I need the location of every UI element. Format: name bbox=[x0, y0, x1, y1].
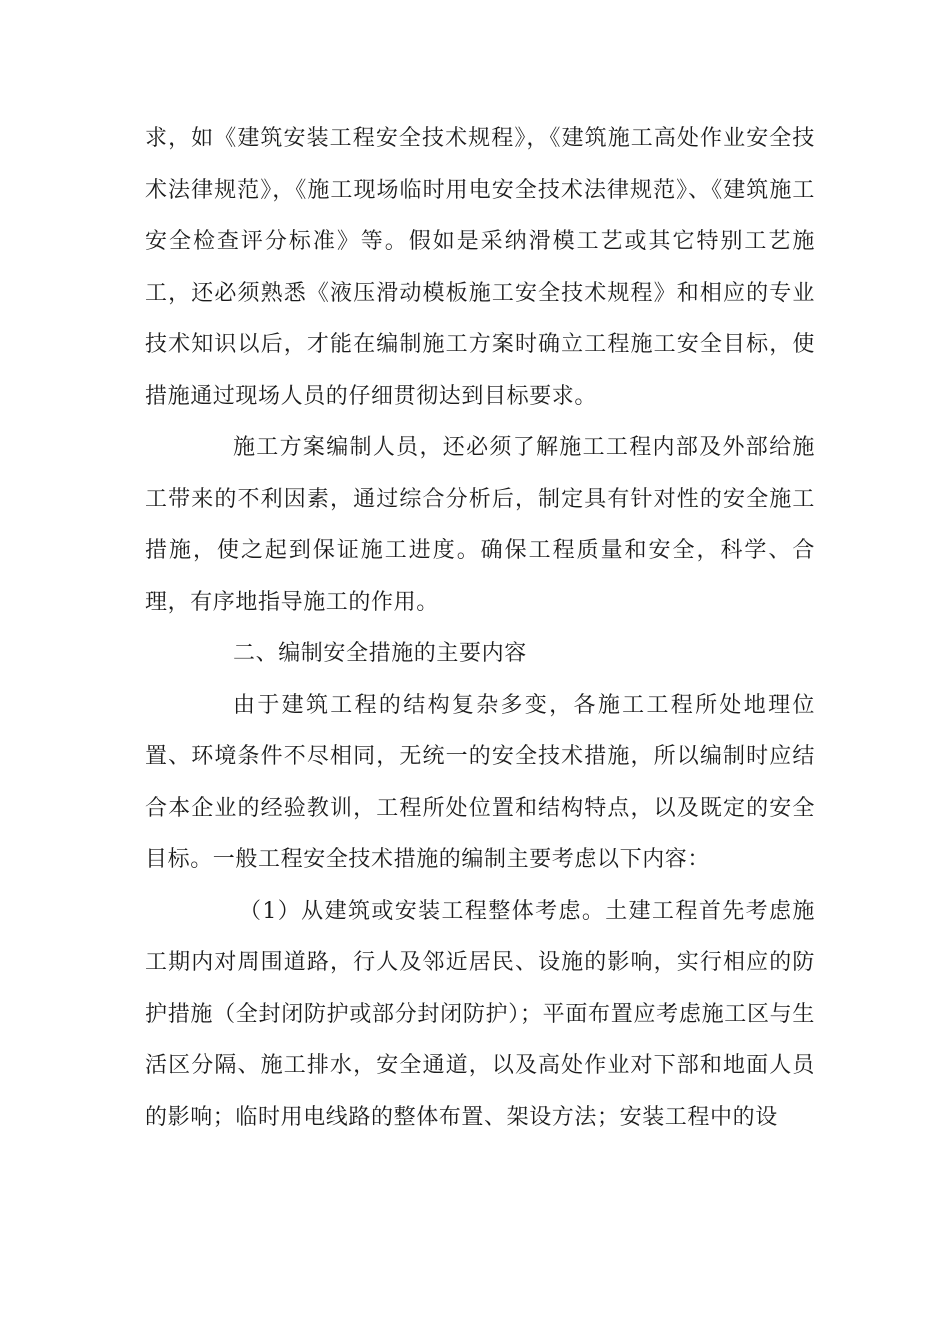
section-heading: 二、编制安全措施的主要内容 bbox=[233, 641, 527, 666]
paragraph-plan-staff: 施工方案编制人员，还必须了解施工工程内部及外部给施工带来的不利因素，通过综合分析后，制定具有针对性的安全施工措施，使之起到保证施工进度。确保工程质量和安全，科学、合理，有序地指导施工的作用。 bbox=[145, 435, 815, 615]
paragraph-structure: 由于建筑工程的结构复杂多变，各施工工程所处地理位置、环境条件不尽相同，无统一的安全技术措施，所以编制时应结合本企业的经验教训，工程所处位置和结构特点，以及既定的安全目标。一般工程安全技术措施的编制主要考虑以下内容： bbox=[145, 692, 815, 872]
paragraph-continuation: 求，如《建筑安装工程安全技术规程》，《建筑施工高处作业安全技术法律规范》，《施工现场临时用电安全技术法律规范》、《建筑施工安全检查评分标准》等。假如是采纳滑模工艺或其它特别工艺施工，还必须熟悉《液压滑动模板施工安全技术规程》和相应的专业技术知识以后，才能在编制施工方案时确立工程施工安全目标，使措施通过现场人员的仔细贯彻达到目标要求。 bbox=[145, 126, 815, 409]
body-text bbox=[145, 113, 815, 1143]
paragraph-item-1: （1）从建筑或安装工程整体考虑。土建工程首先考虑施工期内对周围道路，行人及邻近居民、设施的影响，实行相应的防护措施（全封闭防护或部分封闭防护）；平面布置应考虑施工区与生活区分隔、施工排水，安全通道，以及高处作业对下部和地面人员的影响；临时用电线路的整体布置、架设方法；安装工程中的设 bbox=[145, 898, 815, 1130]
